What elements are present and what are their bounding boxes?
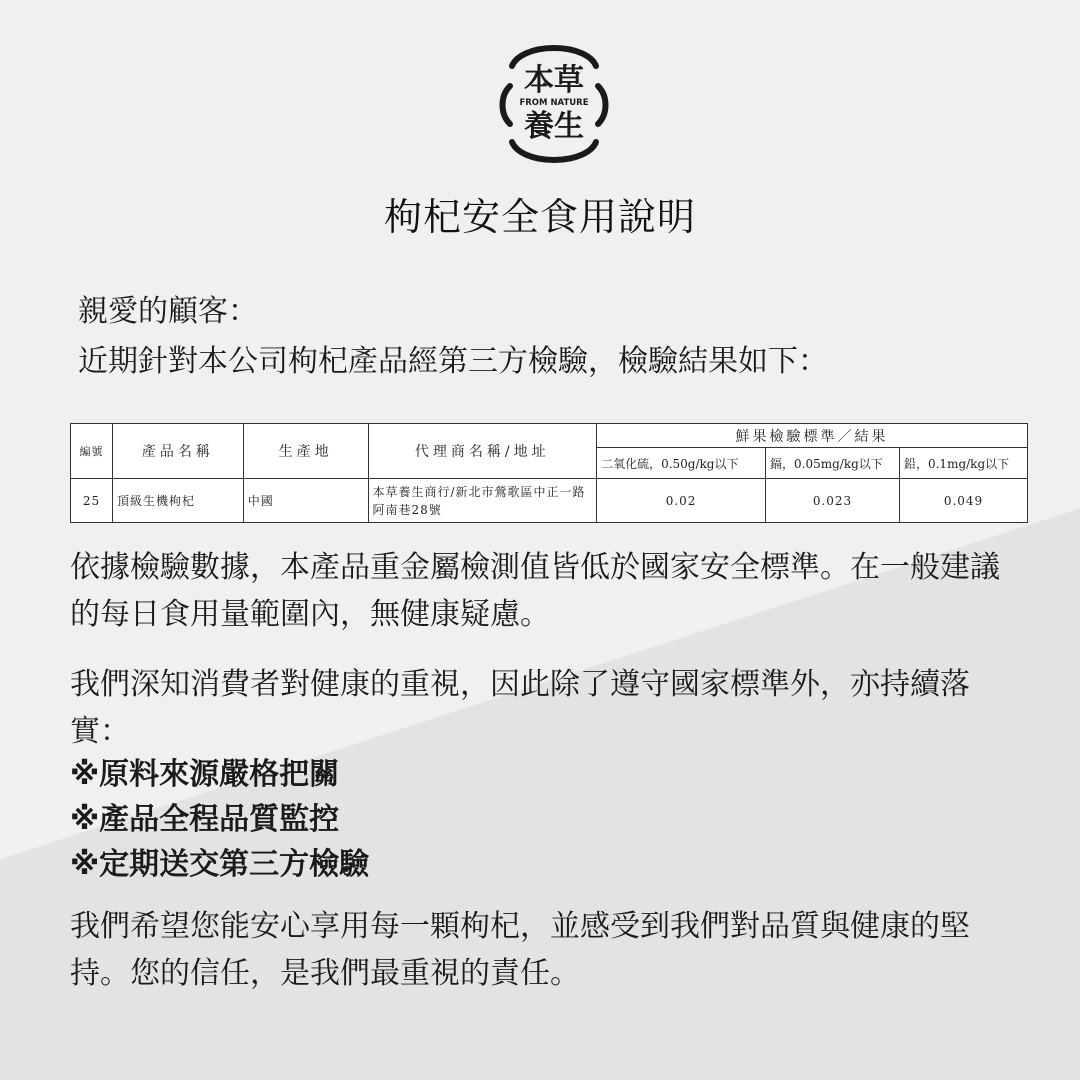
header-origin: 生產地 [243,424,368,479]
brand-logo-icon [492,42,616,166]
header-product-name: 產品名稱 [112,424,243,479]
header-sulfur-dioxide: 二氧化硫，0.50g/kg以下 [597,448,766,479]
brand-name-en: FROM NATURE [519,98,589,108]
cell-cadmium: 0.023 [766,479,900,523]
list-item: ※定期送交第三方檢驗 [70,847,370,882]
brand-name-bottom: 養生 [524,109,584,144]
page-title: 枸杞安全食用說明 [383,195,696,239]
greeting: 親愛的顧客： [78,294,258,329]
header-agent: 代理商名稱/地址 [368,424,597,479]
table-row [71,479,1028,523]
header-cadmium: 鎘，0.05mg/kg以下 [766,448,900,479]
header-number: 編號 [71,424,113,479]
list-item: ※原料來源嚴格把關 [70,757,340,792]
intro-text: 近期針對本公司枸杞產品經第三方檢驗，檢驗結果如下： [78,344,828,379]
table-header-row [71,424,1028,448]
brand-logo [492,42,616,166]
cell-origin: 中國 [243,479,368,523]
header-lead: 鉛，0.1mg/kg以下 [899,448,1027,479]
cell-sulfur-dioxide: 0.02 [597,479,766,523]
cell-agent: 本草養生商行/新北市鶯歌區中正一路阿南巷28號 [368,479,597,523]
paragraph-commitment: 我們深知消費者對健康的重視，因此除了遵守國家標準外，亦持續落實： [70,667,970,749]
cell-number: 25 [71,479,113,523]
paragraph-closing: 我們希望您能安心享用每一顆枸杞，並感受到我們對品質與健康的堅持。您的信任，是我們最重視的責任。 [70,909,970,991]
header-standard-group: 鮮果檢驗標準／結果 [597,424,1028,448]
commitment-list [70,752,369,887]
cell-product-name: 頂級生機枸杞 [112,479,243,523]
inspection-table [70,423,1028,523]
brand-name-top: 本草 [524,63,584,98]
cell-lead: 0.049 [899,479,1027,523]
paragraph-safety: 依據檢驗數據，本產品重金屬檢測值皆低於國家安全標準。在一般建議的每日食用量範圍內，無健康疑慮。 [70,550,1000,632]
list-item: ※產品全程品質監控 [70,802,340,837]
